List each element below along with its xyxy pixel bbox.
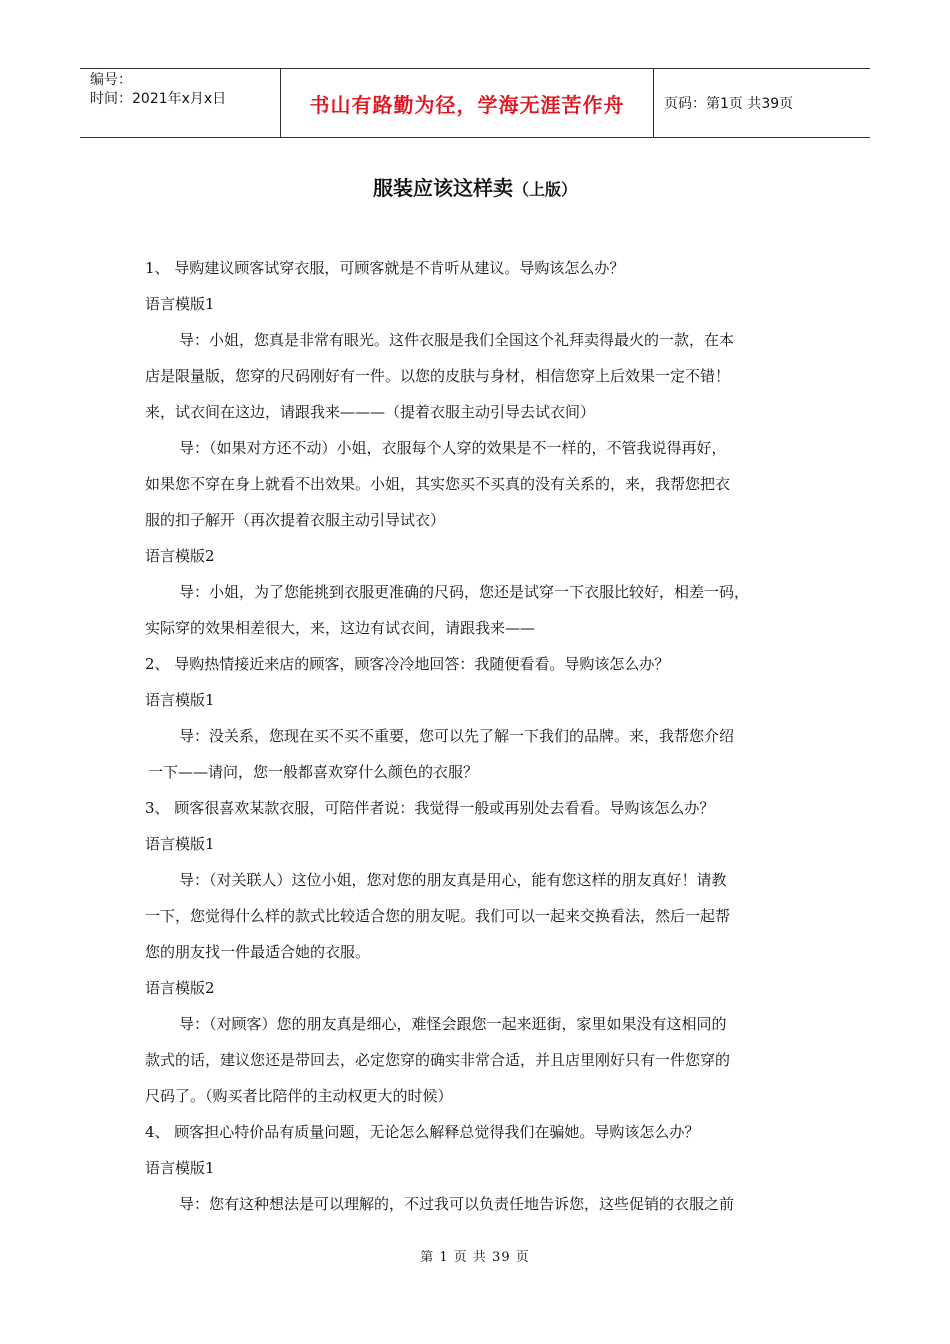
page-footer: 第 1 页 共 39 页	[420, 1250, 530, 1265]
document-body	[145, 250, 815, 1222]
template-label: 语言模版1	[145, 1159, 215, 1177]
body-line: 实际穿的效果相差很大，来，这边有试衣间，请跟我来——	[145, 619, 536, 637]
question-heading: 2、 导购热情接近来店的顾客，顾客冷冷地回答：我随便看看。导购该怎么办？	[145, 655, 670, 673]
body-line: 导：（对关联人）这位小姐，您对您的朋友真是用心，能有您这样的朋友真好！请教	[179, 871, 727, 889]
body-line: 服的扣子解开（再次提着衣服主动引导试衣）	[145, 511, 446, 529]
page-title-sub: （上版）	[512, 180, 577, 199]
body-line: 来，试衣间在这边，请跟我来———（提着衣服主动引导去试衣间）	[145, 403, 596, 421]
body-line: 尺码了。（购买者比陪伴的主动权更大的时候）	[145, 1087, 453, 1105]
question-heading: 3、 顾客很喜欢某款衣服，可陪伴者说：我觉得一般或再别处去看看。导购该怎么办？	[145, 799, 715, 817]
body-line: 导：没关系，您现在买不买不重要，您可以先了解一下我们的品牌。来，我帮您介绍	[179, 727, 735, 745]
header-motto-cell	[281, 69, 654, 137]
page-title	[0, 172, 950, 201]
template-label: 语言模版1	[145, 295, 215, 313]
template-label: 语言模版2	[145, 547, 215, 565]
body-line: 款式的话，建议您还是带回去，必定您穿的确实非常合适，并且店里刚好只有一件您穿的	[145, 1051, 731, 1069]
document-header	[80, 68, 870, 138]
header-motto: 书山有路勤为径，学海无涯苦作舟	[309, 92, 625, 117]
template-label: 语言模版1	[145, 691, 215, 709]
body-line: 一下——请问，您一般都喜欢穿什么颜色的衣服？	[148, 763, 479, 781]
body-line: 店是限量版，您穿的尺码刚好有一件。以您的皮肤与身材，相信您穿上后效果一定不错！	[145, 367, 731, 385]
body-line: 导：您有这种想法是可以理解的，不过我可以负责任地告诉您，这些促销的衣服之前	[179, 1195, 735, 1213]
header-meta-cell	[80, 69, 281, 137]
template-label: 语言模版1	[145, 835, 215, 853]
document-time-label: 时间：2021年x月x日	[90, 91, 227, 107]
question-heading: 1、 导购建议顾客试穿衣服，可顾客就是不肯听从建议。导购该怎么办？	[145, 259, 625, 277]
header-page-cell	[654, 69, 870, 137]
body-line: 如果您不穿在身上就看不出效果。小姐，其实您买不买真的没有关系的，来，我帮您把衣	[145, 475, 731, 493]
header-page-info: 页码：第1页 共39页	[664, 96, 794, 112]
body-line: 导：（如果对方还不动）小姐，衣服每个人穿的效果是不一样的，不管我说得再好，	[179, 439, 727, 457]
body-line: 您的朋友找一件最适合她的衣服。	[145, 943, 371, 961]
question-heading: 4、 顾客担心特价品有质量问题，无论怎么解释总觉得我们在骗她。导购该怎么办？	[145, 1123, 700, 1141]
page-title-main: 服装应该这样卖	[372, 176, 513, 200]
body-line: 导：小姐，为了您能挑到衣服更准确的尺码，您还是试穿一下衣服比较好，相差一码，	[179, 583, 750, 601]
body-line: 一下，您觉得什么样的款式比较适合您的朋友呢。我们可以一起来交换看法，然后一起帮	[145, 907, 731, 925]
template-label: 语言模版2	[145, 979, 215, 997]
body-line: 导：小姐，您真是非常有眼光。这件衣服是我们全国这个礼拜卖得最火的一款，在本	[179, 331, 735, 349]
document-number-label: 编号：	[90, 72, 132, 88]
body-line: 导：（对顾客）您的朋友真是细心，难怪会跟您一起来逛街，家里如果没有这相同的	[179, 1015, 727, 1033]
